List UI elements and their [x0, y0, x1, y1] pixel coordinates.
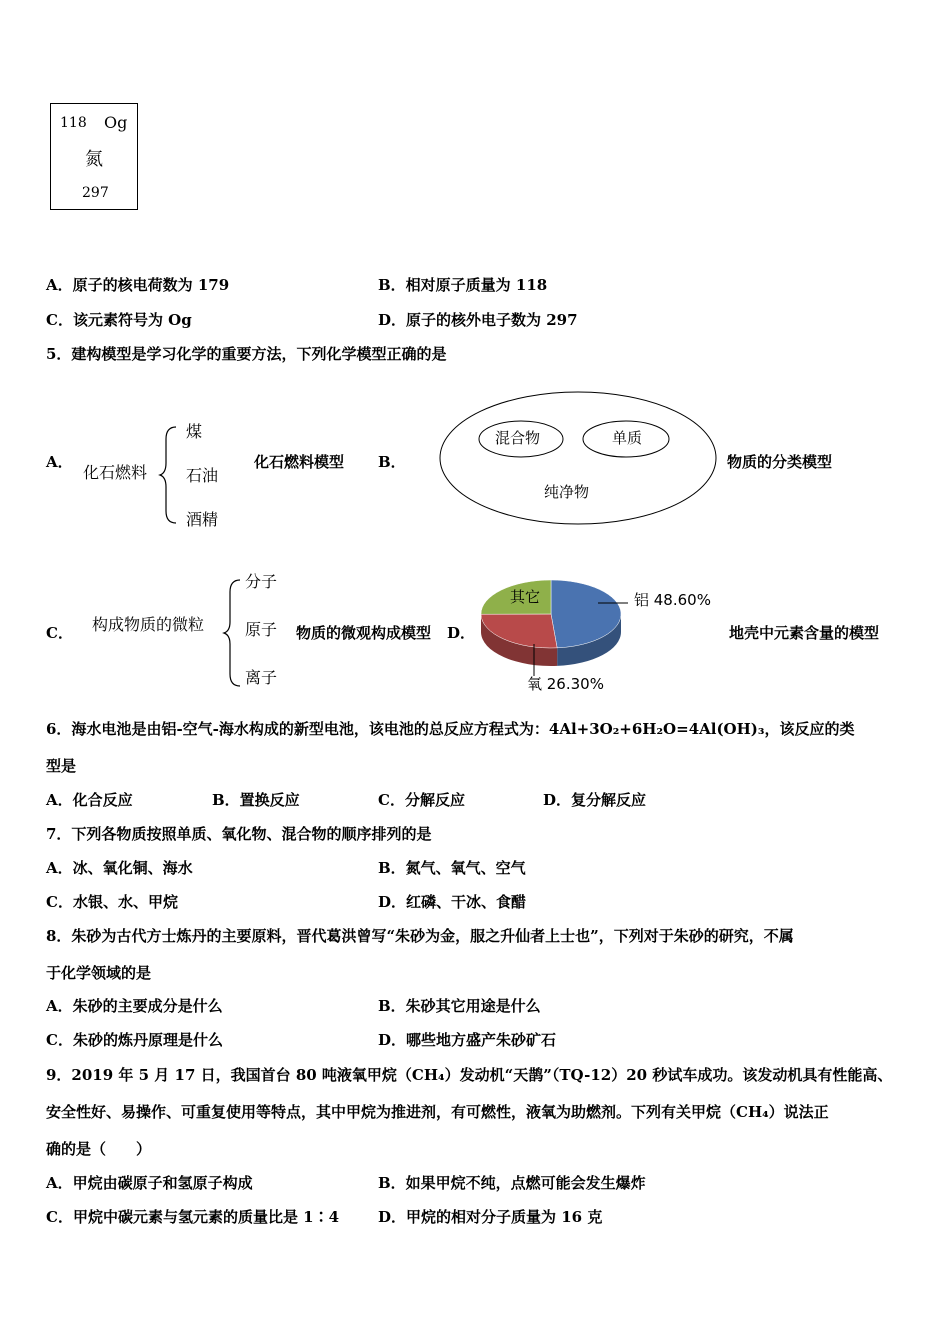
- q9-stem-cont2: 确的是（ ）: [46, 1140, 152, 1158]
- q9-option-a[interactable]: A．甲烷由碳原子和氢原子构成: [46, 1174, 253, 1192]
- fossil-fuel-item-coal: 煤: [186, 422, 203, 441]
- q5-option-c-letter[interactable]: C．: [46, 624, 73, 642]
- fossil-fuel-item-oil: 石油: [186, 466, 219, 485]
- classification-diagram: [438, 388, 718, 528]
- q6-stem-cont: 型是: [46, 757, 77, 775]
- q5-option-d-caption: 地壳中元素含量的模型: [729, 624, 880, 642]
- q6-option-d[interactable]: D．复分解反应: [543, 791, 647, 809]
- q7-option-a[interactable]: A．冰、氧化铜、海水: [46, 859, 193, 877]
- q6-stem: 6．海水电池是由铝-空气-海水构成的新型电池，该电池的总反应方程式为：4Al+3O₂+6H₂O=4Al(OH)₃，该反应的类: [46, 720, 855, 738]
- element-number: 118: [60, 115, 87, 131]
- classification-pure-label: 纯净物: [544, 483, 590, 501]
- q7-option-b[interactable]: B．氮气、氧气、空气: [378, 859, 526, 877]
- q5-option-a-letter[interactable]: A．: [46, 453, 73, 471]
- outer-ellipse: [440, 392, 716, 524]
- q7-option-c[interactable]: C．水银、水、甲烷: [46, 893, 178, 911]
- q8-stem: 8．朱砂为古代方士炼丹的主要原料，晋代葛洪曾写“朱砂为金，服之升仙者上士也”，下列对于朱砂的研究，不属: [46, 927, 794, 945]
- q5-option-b-caption: 物质的分类模型: [727, 453, 833, 471]
- q9-stem-cont: 安全性好、易操作、可重复使用等特点，其中甲烷为推进剂，有可燃性，液氧为助燃剂。下列有关甲烷（CH₄）说法正: [46, 1103, 829, 1121]
- q8-stem-cont: 于化学领域的是: [46, 964, 152, 982]
- q8-option-d[interactable]: D．哪些地方盛产朱砂矿石: [378, 1031, 557, 1049]
- q5-option-c-caption: 物质的微观构成模型: [296, 624, 432, 642]
- element-mass: 297: [82, 185, 109, 201]
- q6-option-b[interactable]: B．置换反应: [212, 791, 300, 809]
- q5-option-b-letter[interactable]: B．: [378, 453, 406, 471]
- classification-mixture-label: 混合物: [495, 429, 541, 447]
- element-name: 氮: [85, 149, 103, 170]
- q7-option-d[interactable]: D．红磷、干冰、食醋: [378, 893, 527, 911]
- q8-option-c[interactable]: C．朱砂的炼丹原理是什么: [46, 1031, 223, 1049]
- q9-option-c[interactable]: C．甲烷中碳元素与氢元素的质量比是 1∶4: [46, 1208, 340, 1226]
- fossil-fuel-root: 化石燃料: [83, 463, 148, 482]
- classification-element-label: 单质: [612, 429, 643, 447]
- pie-label-oxygen: 氧 26.30%: [527, 675, 604, 693]
- element-symbol: Og: [104, 113, 128, 132]
- q6-option-a[interactable]: A．化合反应: [46, 791, 133, 809]
- element-card: [50, 103, 138, 210]
- q5-option-d-letter[interactable]: D．: [447, 624, 476, 642]
- q7-stem: 7．下列各物质按照单质、氧化物、混合物的顺序排列的是: [46, 825, 432, 843]
- q5-stem: 5．建构模型是学习化学的重要方法，下列化学模型正确的是: [46, 345, 447, 363]
- q4-option-a[interactable]: A．原子的核电荷数为 179: [46, 276, 230, 294]
- q9-option-d[interactable]: D．甲烷的相对分子质量为 16 克: [378, 1208, 603, 1226]
- pie-label-aluminum: 铝 48.60%: [634, 591, 711, 609]
- q6-option-c[interactable]: C．分解反应: [378, 791, 465, 809]
- q4-option-b[interactable]: B．相对原子质量为 118: [378, 276, 548, 294]
- fossil-fuel-item-alcohol: 酒精: [186, 510, 219, 529]
- q4-option-d[interactable]: D．原子的核外电子数为 297: [378, 311, 578, 329]
- particles-item-molecule: 分子: [245, 572, 278, 591]
- particles-brace: [224, 578, 244, 688]
- pie-label-other: 其它: [510, 588, 541, 606]
- q5-option-a-caption: 化石燃料模型: [254, 453, 345, 471]
- particles-root: 构成物质的微粒: [92, 615, 205, 634]
- q8-option-a[interactable]: A．朱砂的主要成分是什么: [46, 997, 223, 1015]
- fossil-fuel-brace: [160, 425, 180, 525]
- q4-option-c[interactable]: C．该元素符号为 Og: [46, 311, 192, 329]
- q8-option-b[interactable]: B．朱砂其它用途是什么: [378, 997, 541, 1015]
- q9-stem: 9．2019 年 5 月 17 日，我国首台 80 吨液氧甲烷（CH₄）发动机“天鹊”（TQ-12）20 秒试车成功。该发动机具有性能高、: [46, 1066, 893, 1084]
- particles-item-atom: 原子: [245, 620, 278, 639]
- q9-option-b[interactable]: B．如果甲烷不纯，点燃可能会发生爆炸: [378, 1174, 646, 1192]
- particles-item-ion: 离子: [245, 668, 278, 687]
